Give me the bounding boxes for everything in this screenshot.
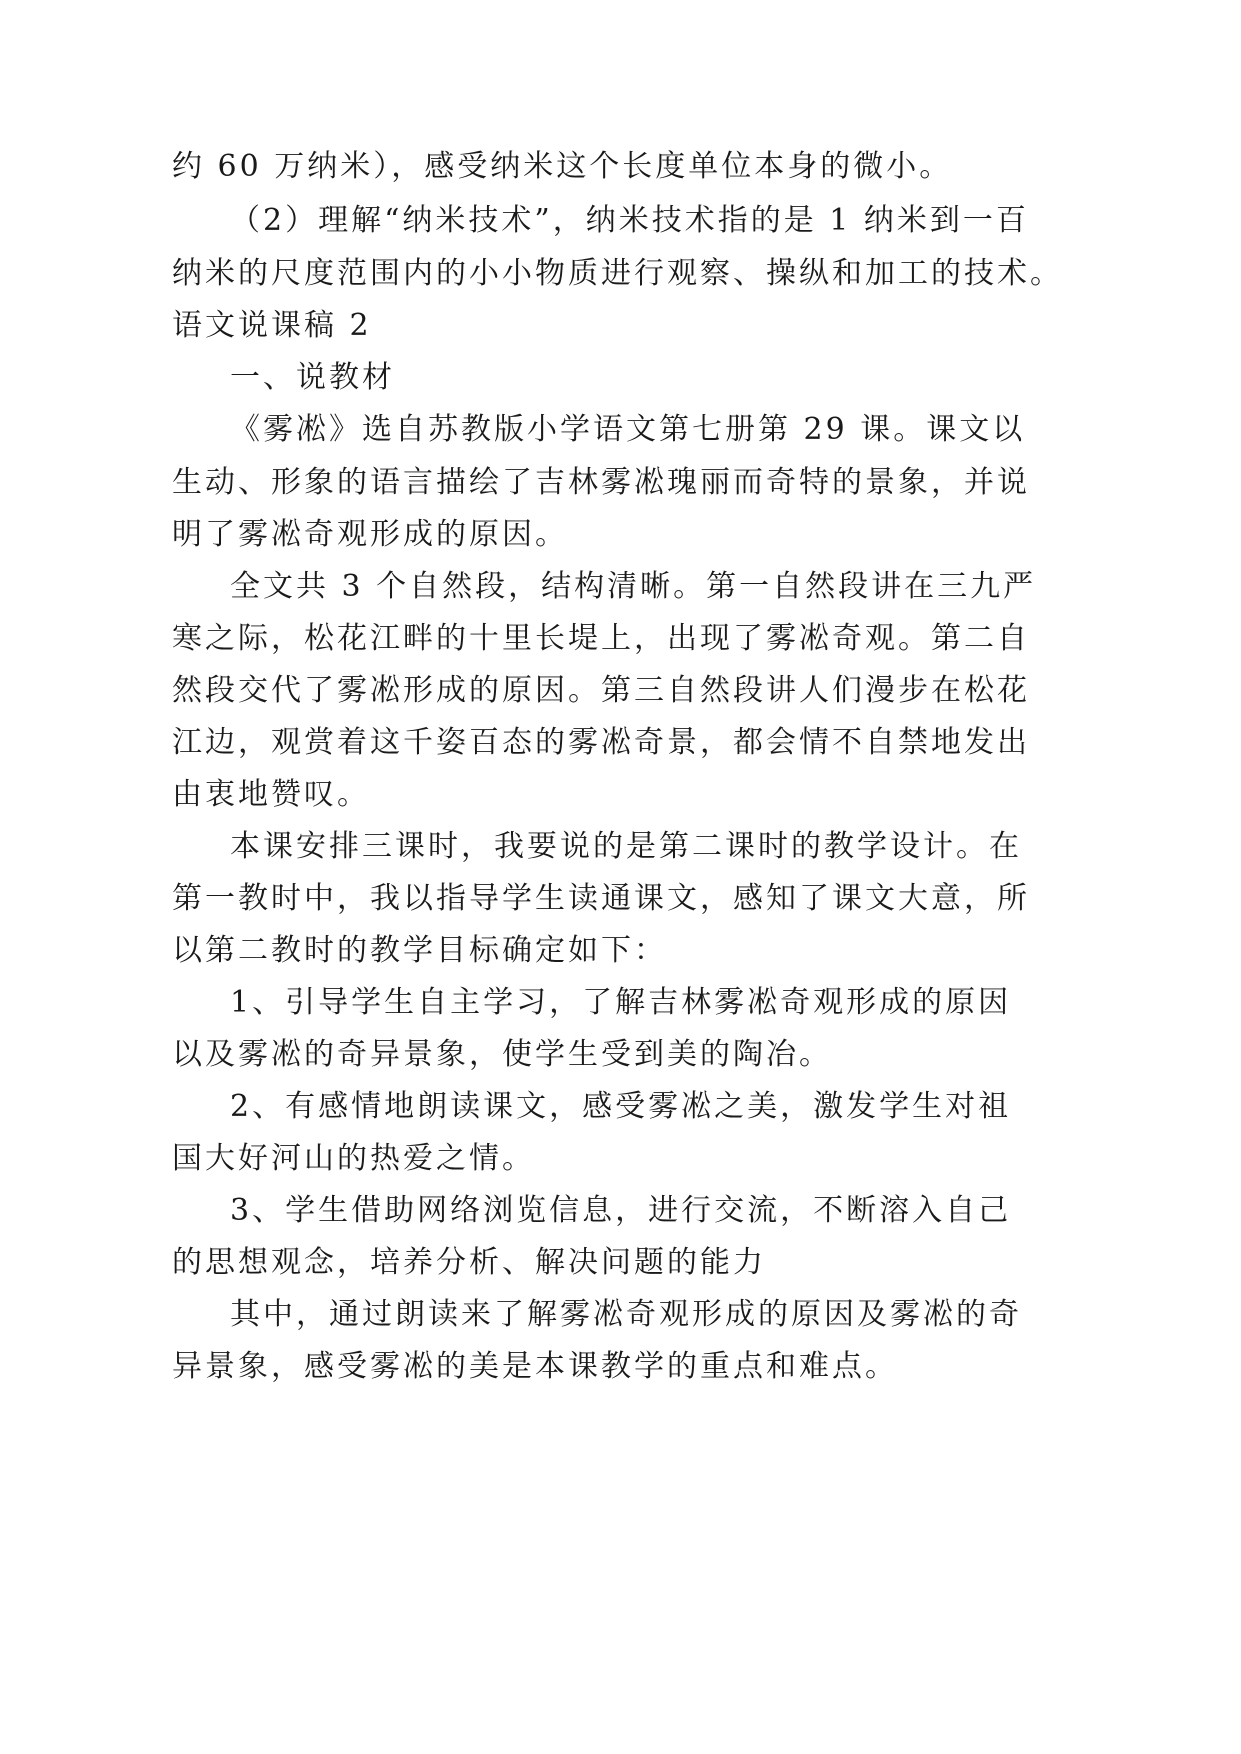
text-line: 由衷地赞叹。	[172, 777, 370, 812]
text-line: 以及雾凇的奇异景象，使学生受到美的陶冶。	[172, 1037, 832, 1072]
text-line: 纳米的尺度范围内的小小物质进行观察、操纵和加工的技术。	[172, 256, 1063, 291]
text-line: 明了雾凇奇观形成的原因。	[172, 517, 568, 552]
text-line: 全文共 3 个自然段，结构清晰。第一自然段讲在三九严	[230, 569, 1037, 604]
text-line: 寒之际，松花江畔的十里长堤上，出现了雾凇奇观。第二自	[172, 621, 1030, 656]
text-line: 约 60 万纳米），感受纳米这个长度单位本身的微小。	[172, 149, 953, 184]
text-line: 以第二教时的教学目标确定如下：	[172, 933, 667, 968]
text-line: 第一教时中，我以指导学生读通课文，感知了课文大意，所	[172, 881, 1030, 916]
text-line: 其中，通过朗读来了解雾凇奇观形成的原因及雾凇的奇	[230, 1297, 1022, 1332]
text-line: 生动、形象的语言描绘了吉林雾凇瑰丽而奇特的景象，并说	[172, 465, 1030, 500]
subsection-heading: 一、说教材	[230, 360, 395, 395]
section-heading: 语文说课稿 2	[172, 308, 372, 343]
text-line: 本课安排三课时，我要说的是第二课时的教学设计。在	[230, 829, 1022, 864]
text-line: 的思想观念，培养分析、解决问题的能力	[172, 1245, 766, 1280]
list-item: 1、引导学生自主学习，了解吉林雾凇奇观形成的原因	[230, 985, 1012, 1020]
text-line: 《雾凇》选自苏教版小学语文第七册第 29 课。课文以	[230, 412, 1026, 447]
text-line: 异景象，感受雾凇的美是本课教学的重点和难点。	[172, 1349, 898, 1384]
list-item: 3、学生借助网络浏览信息，进行交流，不断溶入自己	[230, 1193, 1012, 1228]
text-line: 国大好河山的热爱之情。	[172, 1141, 535, 1176]
list-item: 2、有感情地朗读课文，感受雾凇之美，激发学生对祖	[230, 1089, 1012, 1124]
text-line: （2）理解“纳米技术”，纳米技术指的是 1 纳米到一百	[230, 203, 1029, 238]
text-line: 江边，观赏着这千姿百态的雾凇奇景，都会情不自禁地发出	[172, 725, 1030, 760]
text-line: 然段交代了雾凇形成的原因。第三自然段讲人们漫步在松花	[172, 673, 1030, 708]
